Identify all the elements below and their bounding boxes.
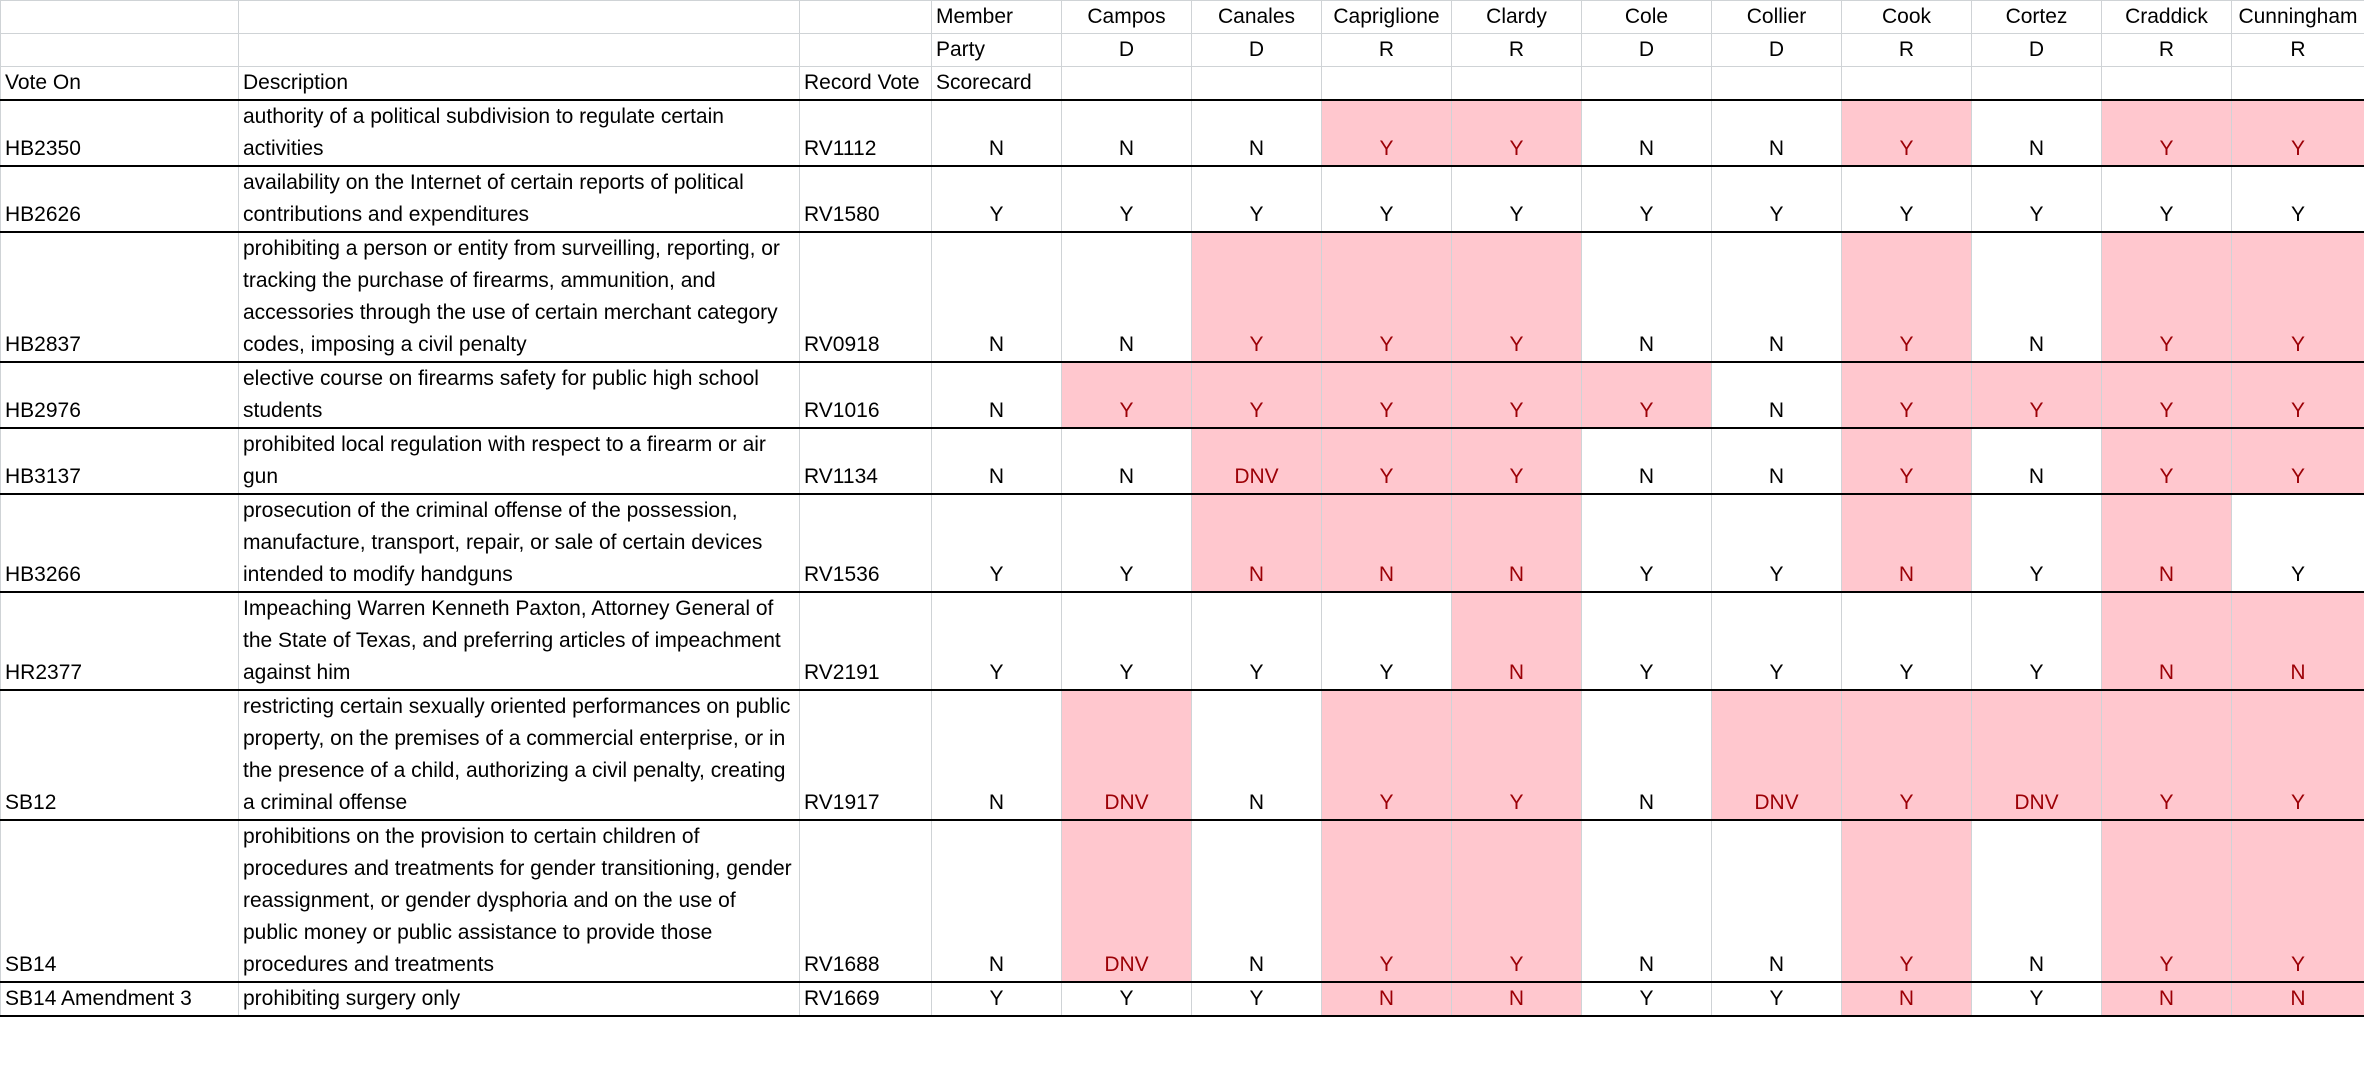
vote-cell[interactable]: Y bbox=[1712, 592, 1842, 690]
record-vote-cell[interactable]: RV1134 bbox=[800, 428, 932, 494]
scorecard-cell[interactable]: N bbox=[932, 362, 1062, 428]
description-cell[interactable]: availability on the Internet of certain reports of political contributions and expenditures bbox=[239, 166, 800, 232]
vote-cell[interactable]: Y bbox=[1842, 428, 1972, 494]
table-row bbox=[1, 166, 2364, 232]
sheet-body bbox=[1, 1, 2364, 1017]
vote-cell[interactable]: N bbox=[1712, 820, 1842, 982]
vote-cell[interactable]: N bbox=[1712, 100, 1842, 166]
bill-cell[interactable]: HR2377 bbox=[1, 592, 239, 690]
member-name-cell[interactable]: Collier bbox=[1712, 1, 1842, 34]
vote-cell[interactable]: Y bbox=[1192, 166, 1322, 232]
vote-cell[interactable]: Y bbox=[1322, 820, 1452, 982]
member-party-cell[interactable]: D bbox=[1062, 34, 1192, 67]
member-party-cell[interactable]: R bbox=[2232, 34, 2364, 67]
vote-cell[interactable]: Y bbox=[1582, 362, 1712, 428]
table-row bbox=[1, 362, 2364, 428]
vote-cell[interactable]: N bbox=[1192, 494, 1322, 592]
vote-cell[interactable]: Y bbox=[1192, 362, 1322, 428]
party-header-row bbox=[1, 34, 2364, 67]
vote-cell[interactable]: Y bbox=[1322, 100, 1452, 166]
description-cell[interactable]: prosecution of the criminal offense of the possession, manufacture, transport, repair, or sale of certain devices intended to modify handguns bbox=[239, 494, 800, 592]
vote-cell[interactable]: DNV bbox=[1972, 690, 2102, 820]
vote-cell[interactable]: Y bbox=[1452, 690, 1582, 820]
scorecard-cell[interactable]: Y bbox=[932, 166, 1062, 232]
vote-cell[interactable]: Y bbox=[1322, 592, 1452, 690]
vote-cell[interactable]: Y bbox=[1452, 100, 1582, 166]
vote-cell[interactable]: Y bbox=[1062, 362, 1192, 428]
table-row bbox=[1, 428, 2364, 494]
member-party-cell[interactable]: D bbox=[1192, 34, 1322, 67]
vote-cell[interactable]: Y bbox=[1842, 362, 1972, 428]
vote-cell[interactable]: Y bbox=[1322, 362, 1452, 428]
description-cell[interactable]: prohibiting a person or entity from surveilling, reporting, or tracking the purchase of firearms, ammunition, and accessories through the use of certain merchant category codes, imposing a civil penalty bbox=[239, 232, 800, 362]
bill-cell[interactable]: SB14 Amendment 3 bbox=[1, 982, 239, 1016]
vote-cell[interactable]: DNV bbox=[1192, 428, 1322, 494]
vote-cell[interactable]: Y bbox=[1192, 592, 1322, 690]
vote-cell[interactable]: N bbox=[2102, 982, 2232, 1016]
member-name-cell[interactable]: Campos bbox=[1062, 1, 1192, 34]
description-cell[interactable]: Impeaching Warren Kenneth Paxton, Attorney General of the State of Texas, and preferring articles of impeachment against him bbox=[239, 592, 800, 690]
party-label-cell[interactable]: Party bbox=[932, 34, 1062, 67]
description-cell[interactable]: elective course on firearms safety for public high school students bbox=[239, 362, 800, 428]
blank-cell[interactable] bbox=[1842, 67, 1972, 101]
record-vote-cell[interactable]: RV1580 bbox=[800, 166, 932, 232]
vote-cell[interactable]: Y bbox=[1452, 166, 1582, 232]
vote-cell[interactable]: Y bbox=[2232, 362, 2364, 428]
vote-cell[interactable]: Y bbox=[1062, 592, 1192, 690]
vote-cell[interactable]: Y bbox=[1712, 982, 1842, 1016]
member-header-row bbox=[1, 1, 2364, 34]
description-cell[interactable]: authority of a political subdivision to regulate certain activities bbox=[239, 100, 800, 166]
vote-cell[interactable]: Y bbox=[2102, 428, 2232, 494]
vote-cell[interactable]: N bbox=[1582, 232, 1712, 362]
vote-cell[interactable]: DNV bbox=[1062, 820, 1192, 982]
vote-cell[interactable]: N bbox=[1322, 494, 1452, 592]
vote-cell[interactable]: N bbox=[1452, 982, 1582, 1016]
vote-cell[interactable]: Y bbox=[1842, 592, 1972, 690]
vote-cell[interactable]: Y bbox=[1452, 232, 1582, 362]
bill-cell[interactable]: HB2976 bbox=[1, 362, 239, 428]
member-label-cell[interactable]: Member bbox=[932, 1, 1062, 34]
vote-cell[interactable]: Y bbox=[2102, 166, 2232, 232]
table-row bbox=[1, 232, 2364, 362]
vote-cell[interactable]: Y bbox=[1972, 494, 2102, 592]
scorecard-cell[interactable]: N bbox=[932, 690, 1062, 820]
record-vote-cell[interactable]: RV1016 bbox=[800, 362, 932, 428]
vote-cell[interactable]: N bbox=[2232, 592, 2364, 690]
bill-cell[interactable]: HB2837 bbox=[1, 232, 239, 362]
vote-cell[interactable]: N bbox=[1972, 100, 2102, 166]
table-row bbox=[1, 820, 2364, 982]
blank-cell[interactable] bbox=[1322, 67, 1452, 101]
member-party-cell[interactable]: R bbox=[2102, 34, 2232, 67]
vote-cell[interactable]: Y bbox=[1972, 982, 2102, 1016]
vote-cell[interactable]: DNV bbox=[1712, 690, 1842, 820]
vote-cell[interactable]: Y bbox=[2232, 494, 2364, 592]
description-cell[interactable]: prohibitions on the provision to certain children of procedures and treatments for gender transitioning, gender reassignment, or gender dysphoria and on the use of public money or public assistance to provide those procedures and treatments bbox=[239, 820, 800, 982]
blank-cell[interactable] bbox=[1062, 67, 1192, 101]
vote-cell[interactable]: Y bbox=[1972, 166, 2102, 232]
scorecard-header[interactable]: Scorecard bbox=[932, 67, 1062, 101]
vote-cell[interactable]: Y bbox=[1322, 428, 1452, 494]
table-row bbox=[1, 494, 2364, 592]
vote-cell[interactable]: Y bbox=[2232, 232, 2364, 362]
vote-cell[interactable]: N bbox=[1582, 820, 1712, 982]
scorecard-cell[interactable]: Y bbox=[932, 494, 1062, 592]
vote-cell[interactable]: Y bbox=[1062, 166, 1192, 232]
record-vote-cell[interactable]: RV1536 bbox=[800, 494, 932, 592]
member-name-cell[interactable]: Cunningham bbox=[2232, 1, 2364, 34]
vote-cell[interactable]: N bbox=[2102, 592, 2232, 690]
vote-cell[interactable]: Y bbox=[2102, 820, 2232, 982]
blank-cell[interactable] bbox=[1712, 67, 1842, 101]
scorecard-cell[interactable]: N bbox=[932, 232, 1062, 362]
blank-cell[interactable] bbox=[239, 1, 800, 34]
blank-cell[interactable] bbox=[800, 34, 932, 67]
member-name-cell[interactable]: Craddick bbox=[2102, 1, 2232, 34]
record-vote-cell[interactable]: RV2191 bbox=[800, 592, 932, 690]
vote-cell[interactable]: Y bbox=[1842, 820, 1972, 982]
vote-cell[interactable]: N bbox=[1192, 820, 1322, 982]
vote-cell[interactable]: Y bbox=[1842, 166, 1972, 232]
record-vote-cell[interactable]: RV1917 bbox=[800, 690, 932, 820]
vote-cell[interactable]: N bbox=[1062, 428, 1192, 494]
vote-cell[interactable]: Y bbox=[1712, 166, 1842, 232]
vote-cell[interactable]: N bbox=[2102, 494, 2232, 592]
vote-cell[interactable]: N bbox=[1452, 592, 1582, 690]
description-header[interactable]: Description bbox=[239, 67, 800, 101]
record-vote-cell[interactable]: RV1688 bbox=[800, 820, 932, 982]
scorecard-cell[interactable]: N bbox=[932, 820, 1062, 982]
record-vote-header[interactable]: Record Vote bbox=[800, 67, 932, 101]
bill-cell[interactable]: HB3266 bbox=[1, 494, 239, 592]
bill-cell[interactable]: HB3137 bbox=[1, 428, 239, 494]
member-name-cell[interactable]: Clardy bbox=[1452, 1, 1582, 34]
vote-cell[interactable]: Y bbox=[1972, 592, 2102, 690]
vote-cell[interactable]: N bbox=[1712, 232, 1842, 362]
vote-cell[interactable]: Y bbox=[1322, 166, 1452, 232]
blank-cell[interactable] bbox=[1972, 67, 2102, 101]
blank-cell[interactable] bbox=[1452, 67, 1582, 101]
record-vote-cell[interactable]: RV0918 bbox=[800, 232, 932, 362]
vote-cell[interactable]: N bbox=[1842, 494, 1972, 592]
vote-cell[interactable]: Y bbox=[2102, 690, 2232, 820]
blank-cell[interactable] bbox=[1, 34, 239, 67]
vote-cell[interactable]: N bbox=[1582, 428, 1712, 494]
table-row bbox=[1, 100, 2364, 166]
vote-cell[interactable]: N bbox=[1062, 232, 1192, 362]
vote-cell[interactable]: N bbox=[1582, 690, 1712, 820]
vote-cell[interactable]: Y bbox=[2102, 100, 2232, 166]
vote-cell[interactable]: Y bbox=[2232, 428, 2364, 494]
scorecard-cell[interactable]: N bbox=[932, 100, 1062, 166]
vote-cell[interactable]: N bbox=[1972, 428, 2102, 494]
bill-cell[interactable]: HB2626 bbox=[1, 166, 239, 232]
vote-cell[interactable]: N bbox=[1192, 690, 1322, 820]
vote-cell[interactable]: Y bbox=[1322, 232, 1452, 362]
vote-cell[interactable]: Y bbox=[1712, 494, 1842, 592]
column-header-row bbox=[1, 67, 2364, 101]
vote-cell[interactable]: Y bbox=[1452, 428, 1582, 494]
member-party-cell[interactable]: D bbox=[1712, 34, 1842, 67]
vote-cell[interactable]: Y bbox=[1582, 982, 1712, 1016]
scorecard-cell[interactable]: Y bbox=[932, 982, 1062, 1016]
vote-cell[interactable]: Y bbox=[2232, 166, 2364, 232]
vote-cell[interactable]: Y bbox=[2232, 820, 2364, 982]
member-party-cell[interactable]: D bbox=[1582, 34, 1712, 67]
description-cell[interactable]: prohibiting surgery only bbox=[239, 982, 800, 1016]
vote-cell[interactable]: N bbox=[1712, 362, 1842, 428]
member-party-cell[interactable]: R bbox=[1322, 34, 1452, 67]
vote-cell[interactable]: Y bbox=[2232, 690, 2364, 820]
bill-cell[interactable]: SB12 bbox=[1, 690, 239, 820]
description-cell[interactable]: prohibited local regulation with respect to a firearm or air gun bbox=[239, 428, 800, 494]
vote-cell[interactable]: Y bbox=[1842, 232, 1972, 362]
vote-cell[interactable]: N bbox=[1712, 428, 1842, 494]
vote-cell[interactable]: Y bbox=[1062, 494, 1192, 592]
vote-cell[interactable]: N bbox=[1452, 494, 1582, 592]
vote-cell[interactable]: Y bbox=[1842, 690, 1972, 820]
vote-cell[interactable]: Y bbox=[1192, 982, 1322, 1016]
vote-cell[interactable]: DNV bbox=[1062, 690, 1192, 820]
member-party-cell[interactable]: D bbox=[1972, 34, 2102, 67]
vote-cell[interactable]: Y bbox=[1582, 166, 1712, 232]
vote-cell[interactable]: N bbox=[1062, 100, 1192, 166]
vote-cell[interactable]: N bbox=[1322, 982, 1452, 1016]
table-row bbox=[1, 592, 2364, 690]
vote-cell[interactable]: Y bbox=[1582, 592, 1712, 690]
blank-cell[interactable] bbox=[1582, 67, 1712, 101]
member-name-cell[interactable]: Canales bbox=[1192, 1, 1322, 34]
table-row bbox=[1, 690, 2364, 820]
blank-cell[interactable] bbox=[239, 34, 800, 67]
vote-cell[interactable]: Y bbox=[2102, 232, 2232, 362]
vote-cell[interactable]: Y bbox=[1452, 820, 1582, 982]
member-party-cell[interactable]: R bbox=[1452, 34, 1582, 67]
blank-cell[interactable] bbox=[800, 1, 932, 34]
blank-cell[interactable] bbox=[2102, 67, 2232, 101]
member-name-cell[interactable]: Capriglione bbox=[1322, 1, 1452, 34]
vote-cell[interactable]: N bbox=[1972, 232, 2102, 362]
vote-cell[interactable]: Y bbox=[1322, 690, 1452, 820]
scorecard-cell[interactable]: Y bbox=[932, 592, 1062, 690]
blank-cell[interactable] bbox=[1192, 67, 1322, 101]
member-name-cell[interactable]: Cortez bbox=[1972, 1, 2102, 34]
vote-cell[interactable]: N bbox=[2232, 982, 2364, 1016]
vote-cell[interactable]: N bbox=[1192, 100, 1322, 166]
member-name-cell[interactable]: Cook bbox=[1842, 1, 1972, 34]
blank-cell[interactable] bbox=[2232, 67, 2364, 101]
vote-cell[interactable]: N bbox=[1842, 982, 1972, 1016]
vote-cell[interactable]: Y bbox=[1582, 494, 1712, 592]
vote-cell[interactable]: Y bbox=[1972, 362, 2102, 428]
record-vote-cell[interactable]: RV1669 bbox=[800, 982, 932, 1016]
vote-cell[interactable]: N bbox=[1972, 820, 2102, 982]
bill-cell[interactable]: HB2350 bbox=[1, 100, 239, 166]
description-cell[interactable]: restricting certain sexually oriented performances on public property, on the premises of a commercial enterprise, or in the presence of a child, authorizing a civil penalty, creating a criminal offense bbox=[239, 690, 800, 820]
vote-cell[interactable]: Y bbox=[2102, 362, 2232, 428]
vote-cell[interactable]: Y bbox=[1452, 362, 1582, 428]
blank-cell[interactable] bbox=[1, 1, 239, 34]
scorecard-cell[interactable]: N bbox=[932, 428, 1062, 494]
vote-cell[interactable]: Y bbox=[2232, 100, 2364, 166]
bill-cell[interactable]: SB14 bbox=[1, 820, 239, 982]
vote-cell[interactable]: Y bbox=[1842, 100, 1972, 166]
vote-cell[interactable]: Y bbox=[1192, 232, 1322, 362]
member-name-cell[interactable]: Cole bbox=[1582, 1, 1712, 34]
member-party-cell[interactable]: R bbox=[1842, 34, 1972, 67]
table-row bbox=[1, 982, 2364, 1016]
vote-cell[interactable]: Y bbox=[1062, 982, 1192, 1016]
record-vote-cell[interactable]: RV1112 bbox=[800, 100, 932, 166]
vote-on-header[interactable]: Vote On bbox=[1, 67, 239, 101]
vote-cell[interactable]: N bbox=[1582, 100, 1712, 166]
